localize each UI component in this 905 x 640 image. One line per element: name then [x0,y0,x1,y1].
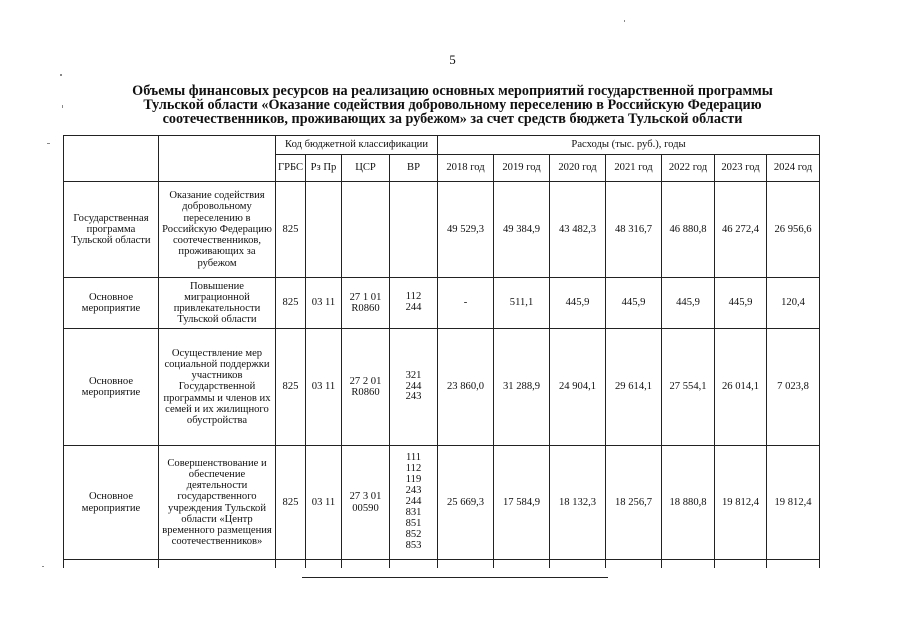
row-value: 18 132,3 [550,446,606,560]
row-value: 48 316,7 [606,182,662,278]
table-row [64,446,820,560]
row-rzpr [306,182,342,278]
scan-speck [47,143,50,144]
row-value: 511,1 [494,278,550,329]
table-row [64,329,820,446]
header-year: 2021 год [606,155,662,182]
table-row [64,278,820,329]
row-value: 29 614,1 [606,329,662,446]
row-value: 18 880,8 [662,446,715,560]
row-value: 49 384,9 [494,182,550,278]
row-name: Совершенствование и обеспечение деятельности государственного учреждения Тульской области «Центр временного размещения соотечественников» [159,446,276,560]
header-year: 2022 год [662,155,715,182]
title-line-1: Объемы финансовых ресурсов на реализацию основных мероприятий государственной программы [132,83,773,99]
vr-code: 112 [405,463,422,475]
table-header-row [64,136,820,155]
row-type: Государственная программа Тульской области [64,182,159,278]
row-type: Основное мероприятие [64,446,159,560]
scan-speck [60,74,62,76]
budget-table [63,135,820,568]
row-name: Осуществление мер социальной поддержки участников Государственной программы и членов их семей и их жилищного обустройства [159,329,276,446]
row-rzpr: 03 11 [306,278,342,329]
continuation-cell [159,560,276,569]
header-name-cell [159,136,276,182]
row-value: 445,9 [550,278,606,329]
footer-rule [302,577,608,578]
row-name: Оказание содействия добровольному переселению в Российскую Федерацию соотечественников, проживающих за рубежом [159,182,276,278]
row-csr: 27 3 01 00590 [342,446,390,560]
row-value: 445,9 [715,278,767,329]
row-value: 19 812,4 [767,446,820,560]
continuation-cell [715,560,767,569]
vr-code: 112 [405,291,422,303]
row-type: Основное мероприятие [64,278,159,329]
continuation-cell [342,560,390,569]
row-value: - [438,278,494,329]
row-csr [342,182,390,278]
row-name: Повышение миграционной привлекательности Тульской области [159,278,276,329]
table-continuation-row [64,560,820,569]
row-rzpr: 03 11 [306,329,342,446]
continuation-cell [276,560,306,569]
continuation-cell [494,560,550,569]
table-row [64,182,820,278]
header-year: 2023 год [715,155,767,182]
vr-code: 119 [405,474,422,486]
header-year: 2020 год [550,155,606,182]
row-rzpr: 03 11 [306,446,342,560]
row-value: 31 288,9 [494,329,550,446]
row-grbs: 825 [276,446,306,560]
row-vr [390,329,438,446]
header-expenses: Расходы (тыс. руб.), годы [438,136,820,155]
vr-code: 853 [405,539,422,551]
row-value: 23 860,0 [438,329,494,446]
vr-code: 243 [405,485,422,497]
continuation-cell [662,560,715,569]
row-vr [390,182,438,278]
title-line-3: соотечественников, проживающих за рубежом» за счет средств бюджета Тульской области [162,111,743,127]
header-csr: ЦСР [342,155,390,182]
row-value: 26 014,1 [715,329,767,446]
vr-code: 321 [405,369,422,381]
vr-code: 831 [405,506,422,518]
scan-speck [62,105,63,108]
vr-code: 244 [405,302,422,313]
row-value: 43 482,3 [550,182,606,278]
scan-speck [624,20,625,22]
vr-code: 244 [405,496,422,508]
header-rzpr: Рз Пр [306,155,342,182]
row-value: 18 256,7 [606,446,662,560]
row-vr [390,446,438,560]
row-value: 46 880,8 [662,182,715,278]
continuation-cell [390,560,438,569]
header-year: 2024 год [767,155,820,182]
row-value: 46 272,4 [715,182,767,278]
vr-code: 851 [405,517,422,529]
row-value: 49 529,3 [438,182,494,278]
row-value: 445,9 [606,278,662,329]
header-type-cell [64,136,159,182]
page-number: 5 [449,52,456,67]
row-value: 120,4 [767,278,820,329]
scan-speck [42,566,44,567]
document-title [70,84,835,126]
header-grbs: ГРБС [276,155,306,182]
continuation-cell [64,560,159,569]
row-grbs: 825 [276,278,306,329]
continuation-cell [767,560,820,569]
continuation-cell [306,560,342,569]
continuation-cell [550,560,606,569]
row-value: 19 812,4 [715,446,767,560]
header-classification: Код бюджетной классификации [276,136,438,155]
vr-code: 852 [405,528,422,540]
row-value: 24 904,1 [550,329,606,446]
vr-code: 243 [405,391,422,403]
header-vr: ВР [390,155,438,182]
row-csr: 27 2 01 R0860 [342,329,390,446]
row-grbs: 825 [276,329,306,446]
row-value: 25 669,3 [438,446,494,560]
row-vr [390,278,438,329]
continuation-cell [438,560,494,569]
row-value: 27 554,1 [662,329,715,446]
title-line-2: Тульской области «Оказание содействия добровольному переселению в Российскую Федерацию [143,97,762,113]
row-grbs: 825 [276,182,306,278]
row-value: 7 023,8 [767,329,820,446]
header-year: 2019 год [494,155,550,182]
row-value: 445,9 [662,278,715,329]
row-value: 17 584,9 [494,446,550,560]
row-type: Основное мероприятие [64,329,159,446]
vr-code: 111 [405,452,422,464]
continuation-cell [606,560,662,569]
row-csr: 27 1 01 R0860 [342,278,390,329]
row-value: 26 956,6 [767,182,820,278]
header-year: 2018 год [438,155,494,182]
vr-code: 244 [405,380,422,392]
